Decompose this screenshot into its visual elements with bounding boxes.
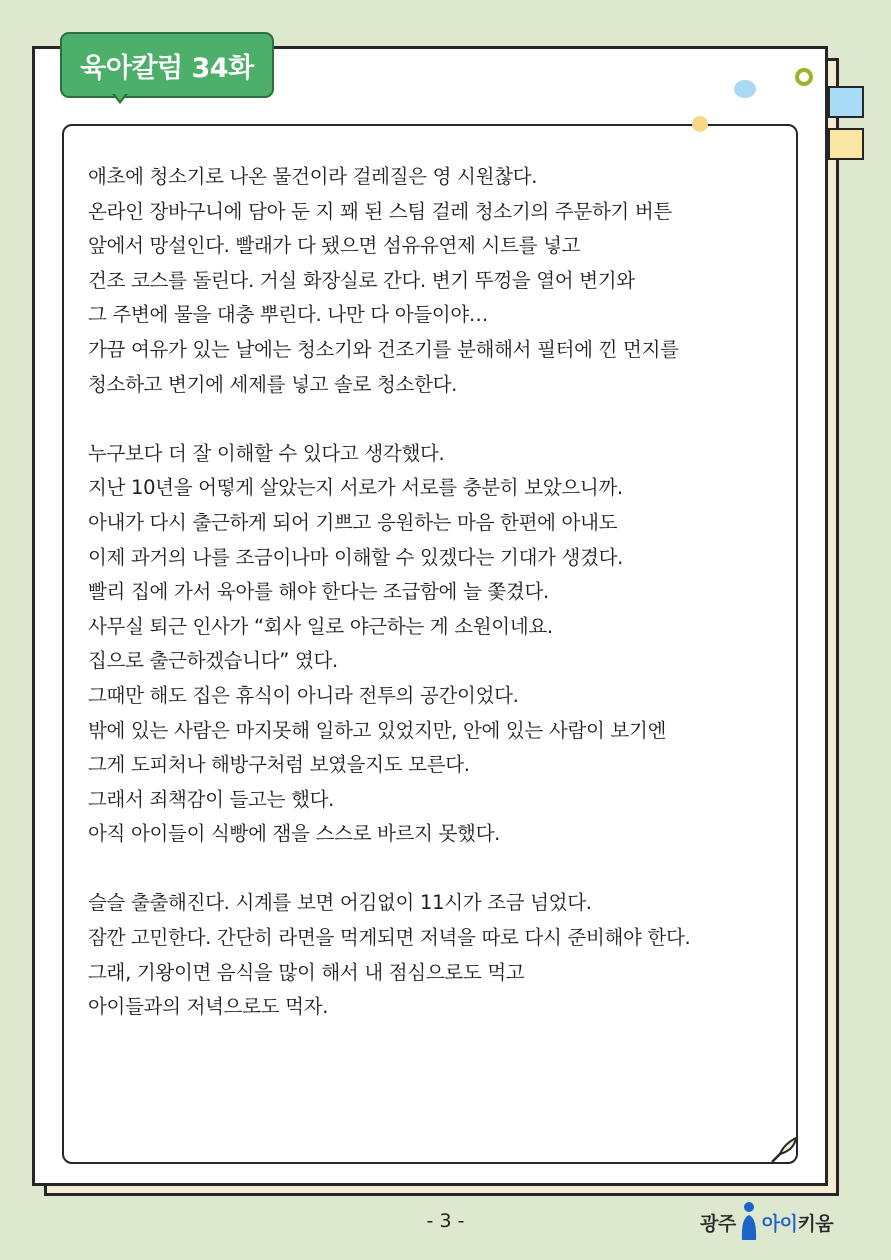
logo-figure-icon [738, 1200, 760, 1244]
logo-suffix: 키움 [797, 1212, 834, 1235]
text-line: 그때만 해도 집은 휴식이 아니라 전투의 공간이었다. [88, 683, 519, 707]
text-line: 가끔 여유가 있는 날에는 청소기와 건조기를 분해해서 필터에 낀 먼지를 [88, 337, 679, 361]
paragraph [88, 886, 788, 1024]
article-body [88, 160, 788, 1025]
text-line: 아이들과의 저녁으로도 먹자. [88, 995, 329, 1019]
text-line: 건조 코스를 돌린다. 거실 화장실로 간다. 변기 뚜껑을 열어 변기와 [88, 268, 635, 292]
text-line: 잠깐 고민한다. 간단히 라면을 먹게되면 저녁을 따로 다시 준비해야 한다. [88, 926, 691, 950]
logo-prefix: 광주 [700, 1212, 736, 1235]
column-title-badge [60, 32, 274, 98]
text-line: 집으로 출근하겠습니다” 였다. [88, 649, 338, 673]
text-line: 이제 과거의 나를 조금이나마 이해할 수 있겠다는 기대가 생겼다. [88, 545, 624, 569]
text-line: 그 주변에 물을 대충 뿌린다. 나만 다 아들이야… [88, 303, 489, 327]
text-line: 지난 10년을 어떻게 살았는지 서로가 서로를 충분히 보았으니까. [88, 476, 623, 500]
paragraph [88, 437, 788, 852]
text-line: 그게 도피처나 해방구처럼 보였을지도 모른다. [88, 753, 470, 777]
paragraph-gap [88, 852, 788, 887]
text-line: 아직 아이들이 식빵에 잼을 스스로 바르지 못했다. [88, 822, 501, 846]
text-line: 온라인 장바구니에 담아 둔 지 꽤 된 스팀 걸레 청소기의 주문하기 버튼 [88, 199, 672, 223]
page-number: - 3 - [426, 1210, 465, 1232]
column-title: 육아칼럼 34화 [80, 52, 254, 84]
text-line: 청소하고 변기에 세제를 넣고 솔로 청소한다. [88, 372, 458, 396]
blue-dot-decoration [734, 80, 756, 98]
green-ring-decoration [795, 68, 813, 86]
text-line: 앞에서 망설인다. 빨래가 다 됐으면 섬유유연제 시트를 넣고 [88, 234, 581, 258]
paragraph [88, 160, 788, 402]
badge-pointer-fill [114, 93, 126, 101]
yellow-dot-decoration [692, 116, 708, 132]
text-line: 아내가 다시 출근하게 되어 기쁘고 응원하는 마음 한편에 아내도 [88, 510, 618, 534]
text-line: 그래서 죄책감이 들고는 했다. [88, 787, 335, 811]
text-line: 밖에 있는 사람은 마지못해 일하고 있었지만, 안에 있는 사람이 보기엔 [88, 718, 667, 742]
text-line: 그래, 기왕이면 음식을 많이 해서 내 점심으로도 먹고 [88, 960, 525, 984]
paragraph-gap [88, 402, 788, 437]
text-line: 사무실 퇴근 인사가 “회사 일로 야근하는 게 소원이네요. [88, 614, 553, 638]
gwangju-aikium-logo [700, 1200, 833, 1244]
blue-index-tab [828, 86, 864, 118]
text-line: 슬슬 출출해진다. 시계를 보면 어김없이 11시가 조금 넘었다. [88, 891, 592, 915]
text-line: 누구보다 더 잘 이해할 수 있다고 생각했다. [88, 441, 445, 465]
yellow-index-tab [828, 128, 864, 160]
text-line: 애초에 청소기로 나온 물건이라 걸레질은 영 시원찮다. [88, 165, 538, 188]
page-curl-icon [770, 1134, 798, 1164]
text-line: 빨리 집에 가서 육아를 해야 한다는 조급함에 늘 쫓겼다. [88, 580, 549, 604]
logo-accent: 아이 [761, 1212, 798, 1235]
